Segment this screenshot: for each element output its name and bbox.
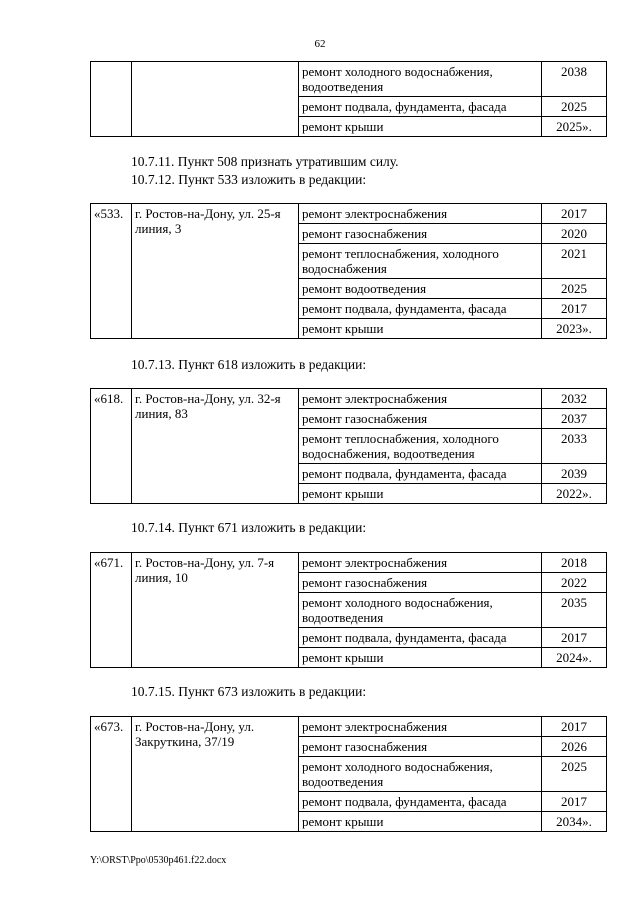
- cell-year: 2033: [542, 429, 607, 464]
- cell-year: 2025: [542, 279, 607, 299]
- cell-work: ремонт холодного водоснабжения, водоотведения: [299, 593, 542, 628]
- cell-year: 2022: [542, 573, 607, 593]
- table-row: [91, 62, 607, 97]
- cell-year: 2021: [542, 244, 607, 279]
- paragraph-10-7-15: 10.7.15. Пункт 673 изложить в редакции:: [131, 684, 367, 699]
- cell-work: ремонт электроснабжения: [299, 389, 542, 409]
- cell-item-number: «671.: [91, 553, 132, 668]
- cell-work: ремонт теплоснабжения, холодного водоснабжения: [299, 244, 542, 279]
- paragraph-10-7-12: 10.7.12. Пункт 533 изложить в редакции:: [131, 172, 367, 187]
- cell-year: 2026: [542, 737, 607, 757]
- cell-year: 2038: [542, 62, 607, 97]
- table-item-533: [90, 203, 607, 339]
- paragraph-10-7-13: 10.7.13. Пункт 618 изложить в редакции:: [131, 357, 367, 372]
- cell-work: ремонт крыши: [299, 648, 542, 668]
- cell-year: 2020: [542, 224, 607, 244]
- cell-work: ремонт газоснабжения: [299, 737, 542, 757]
- cell-work: ремонт подвала, фундамента, фасада: [299, 464, 542, 484]
- cell-address-empty: [132, 62, 299, 137]
- cell-work: ремонт крыши: [299, 484, 542, 504]
- table-row: [91, 389, 607, 409]
- cell-year: 2034».: [542, 812, 607, 832]
- cell-work: ремонт газоснабжения: [299, 224, 542, 244]
- cell-work: ремонт крыши: [299, 812, 542, 832]
- table-continued: [90, 61, 607, 137]
- paragraph-10-7-11: 10.7.11. Пункт 508 признать утратившим силу.: [131, 154, 399, 169]
- cell-work: ремонт теплоснабжения, холодного водоснабжения, водоотведения: [299, 429, 542, 464]
- cell-work: ремонт крыши: [299, 319, 542, 339]
- cell-year: 2032: [542, 389, 607, 409]
- cell-work: ремонт водоотведения: [299, 279, 542, 299]
- cell-year: 2037: [542, 409, 607, 429]
- cell-year: 2025: [542, 97, 607, 117]
- page-number: 62: [314, 38, 326, 50]
- cell-num-empty: [91, 62, 132, 137]
- table-row: [91, 717, 607, 737]
- cell-address: г. Ростов-на-Дону, ул. 7-я линия, 10: [132, 553, 299, 668]
- cell-work: ремонт газоснабжения: [299, 409, 542, 429]
- table-item-618: [90, 388, 607, 504]
- cell-year: 2017: [542, 792, 607, 812]
- cell-year: 2018: [542, 553, 607, 573]
- cell-work: ремонт газоснабжения: [299, 573, 542, 593]
- cell-item-number: «533.: [91, 204, 132, 339]
- table-item-671: [90, 552, 607, 668]
- cell-year: 2025».: [542, 117, 607, 137]
- cell-work: ремонт электроснабжения: [299, 717, 542, 737]
- cell-item-number: «618.: [91, 389, 132, 504]
- cell-work: ремонт подвала, фундамента, фасада: [299, 792, 542, 812]
- cell-year: 2017: [542, 628, 607, 648]
- cell-year: 2025: [542, 757, 607, 792]
- cell-work: ремонт холодного водоснабжения, водоотведения: [299, 62, 542, 97]
- cell-year: 2017: [542, 717, 607, 737]
- cell-year: 2023».: [542, 319, 607, 339]
- cell-address: г. Ростов-на-Дону, ул. 32-я линия, 83: [132, 389, 299, 504]
- cell-address: г. Ростов-на-Дону, ул. Закруткина, 37/19: [132, 717, 299, 832]
- paragraph-10-7-14: 10.7.14. Пункт 671 изложить в редакции:: [131, 520, 367, 535]
- table-item-673: [90, 716, 607, 832]
- cell-year: 2035: [542, 593, 607, 628]
- cell-item-number: «673.: [91, 717, 132, 832]
- cell-work: ремонт электроснабжения: [299, 204, 542, 224]
- cell-address: г. Ростов-на-Дону, ул. 25-я линия, 3: [132, 204, 299, 339]
- cell-work: ремонт подвала, фундамента, фасада: [299, 628, 542, 648]
- table-row: [91, 553, 607, 573]
- cell-work: ремонт крыши: [299, 117, 542, 137]
- cell-year: 2039: [542, 464, 607, 484]
- cell-work: ремонт электроснабжения: [299, 553, 542, 573]
- cell-year: 2022».: [542, 484, 607, 504]
- cell-year: 2017: [542, 204, 607, 224]
- cell-work: ремонт подвала, фундамента, фасада: [299, 299, 542, 319]
- footer-file-path: Y:\ORST\Ppo\0530p461.f22.docx: [90, 855, 227, 866]
- cell-work: ремонт подвала, фундамента, фасада: [299, 97, 542, 117]
- cell-year: 2017: [542, 299, 607, 319]
- table-row: [91, 204, 607, 224]
- cell-year: 2024».: [542, 648, 607, 668]
- cell-work: ремонт холодного водоснабжения, водоотведения: [299, 757, 542, 792]
